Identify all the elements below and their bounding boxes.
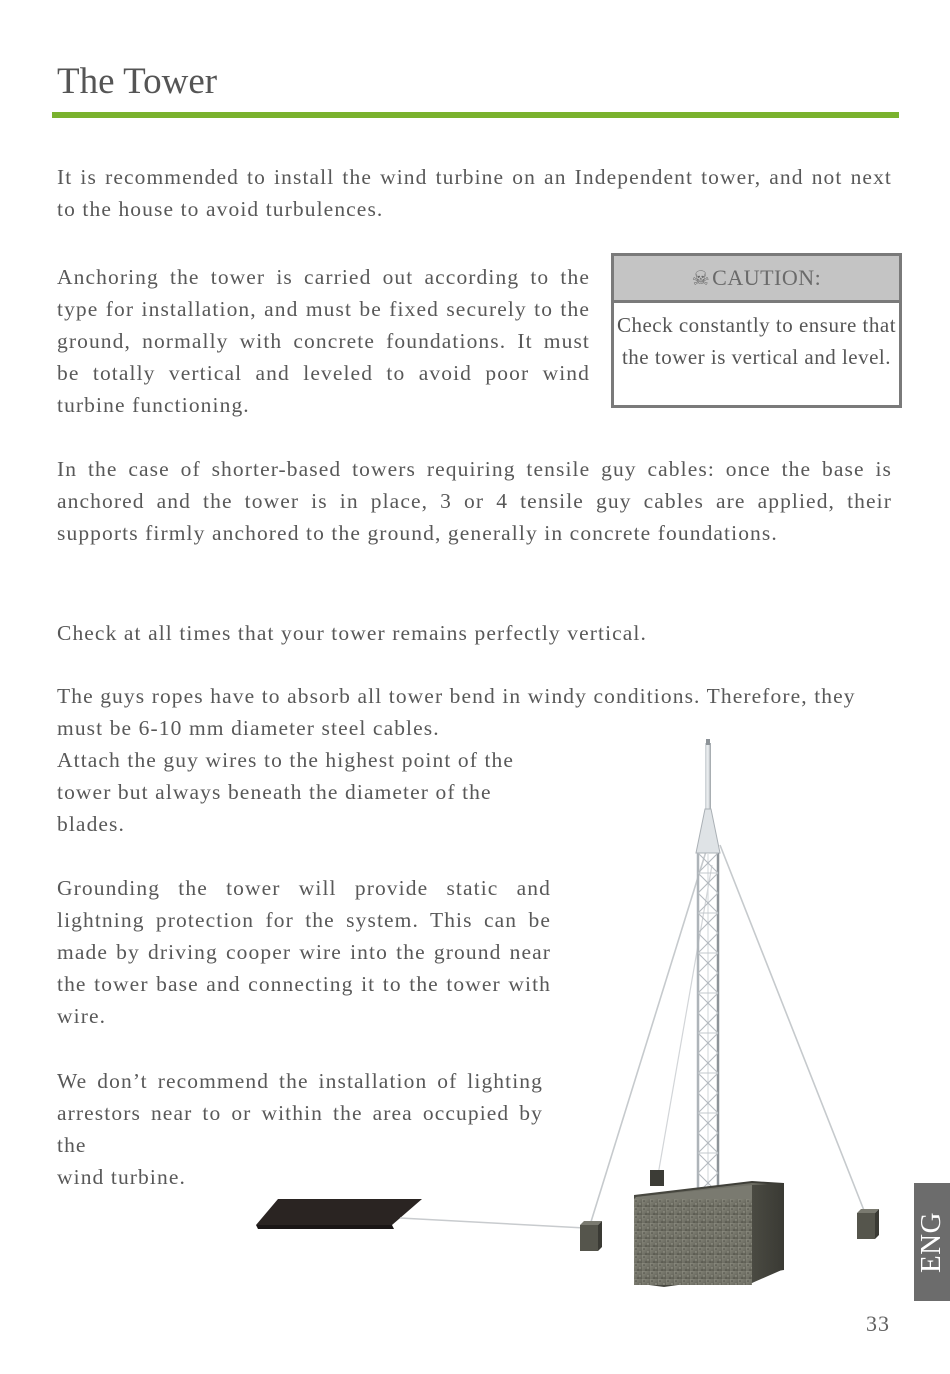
caution-heading: CAUTION: xyxy=(712,265,822,290)
caution-header xyxy=(614,256,899,303)
anchor-left xyxy=(580,1221,602,1251)
language-label: ENG xyxy=(915,1211,948,1273)
caution-box xyxy=(611,253,902,408)
mast-top-pole xyxy=(705,743,711,809)
title-divider xyxy=(52,112,899,118)
attach-wires-paragraph: Attach the guy wires to the highest point of the tower but always beneath the diameter of the blades. xyxy=(57,748,515,836)
skull-crossbones-icon: ☠ xyxy=(691,266,711,290)
anchor-back xyxy=(650,1170,664,1186)
intro-paragraph: It is recommended to install the wind turbine on an Independent tower, and not next to the house to avoid turbulences. xyxy=(57,165,892,221)
page-title: The Tower xyxy=(57,61,218,102)
guy-wire-right xyxy=(720,845,865,1213)
check-vertical-paragraph: Check at all times that your tower remains perfectly vertical. xyxy=(57,621,647,645)
arrestors-main-text: We don’t recommend the installation of lighting arrestors near to or within the area occupied by the xyxy=(57,1069,543,1157)
guy-wire-left xyxy=(590,845,708,1225)
page-number: 33 xyxy=(866,1311,890,1336)
language-tab xyxy=(914,1183,950,1301)
caution-text: Check constantly to ensure that the tower is vertical and level. xyxy=(616,313,897,369)
guy-ropes-paragraph: The guys ropes have to absorb all tower bend in windy conditions. Therefore, they must be 6-10 mm diameter steel cables. xyxy=(57,684,856,740)
grounding-paragraph: Grounding the tower will provide static and lightning protection for the system. This can be made by driving cooper wire into the ground near the tower base and connecting it to the tower with wire. xyxy=(57,876,551,1028)
guyed-tower-illustration xyxy=(250,735,890,1295)
anchor-right xyxy=(857,1209,879,1239)
ground-plate xyxy=(256,1199,422,1225)
guy-cables-paragraph: In the case of shorter-based towers requiring tensile guy cables: once the base is anchored and the tower is in place, 3 or 4 tensile guy cables are applied, their supports firmly anchored to the ground, generally in concrete foundations. xyxy=(57,457,892,545)
arrestors-last-line: wind turbine. xyxy=(57,1165,186,1189)
lattice-mast xyxy=(697,853,719,1193)
concrete-foundation xyxy=(634,1181,784,1287)
anchoring-paragraph: Anchoring the tower is carried out according to the type for installation, and must be fixed securely to the ground, normally with concrete foundations. It must be totally vertical and leveled to avoid poor wind turbine functioning. xyxy=(57,265,590,417)
guy-wire-back xyxy=(658,865,712,1175)
